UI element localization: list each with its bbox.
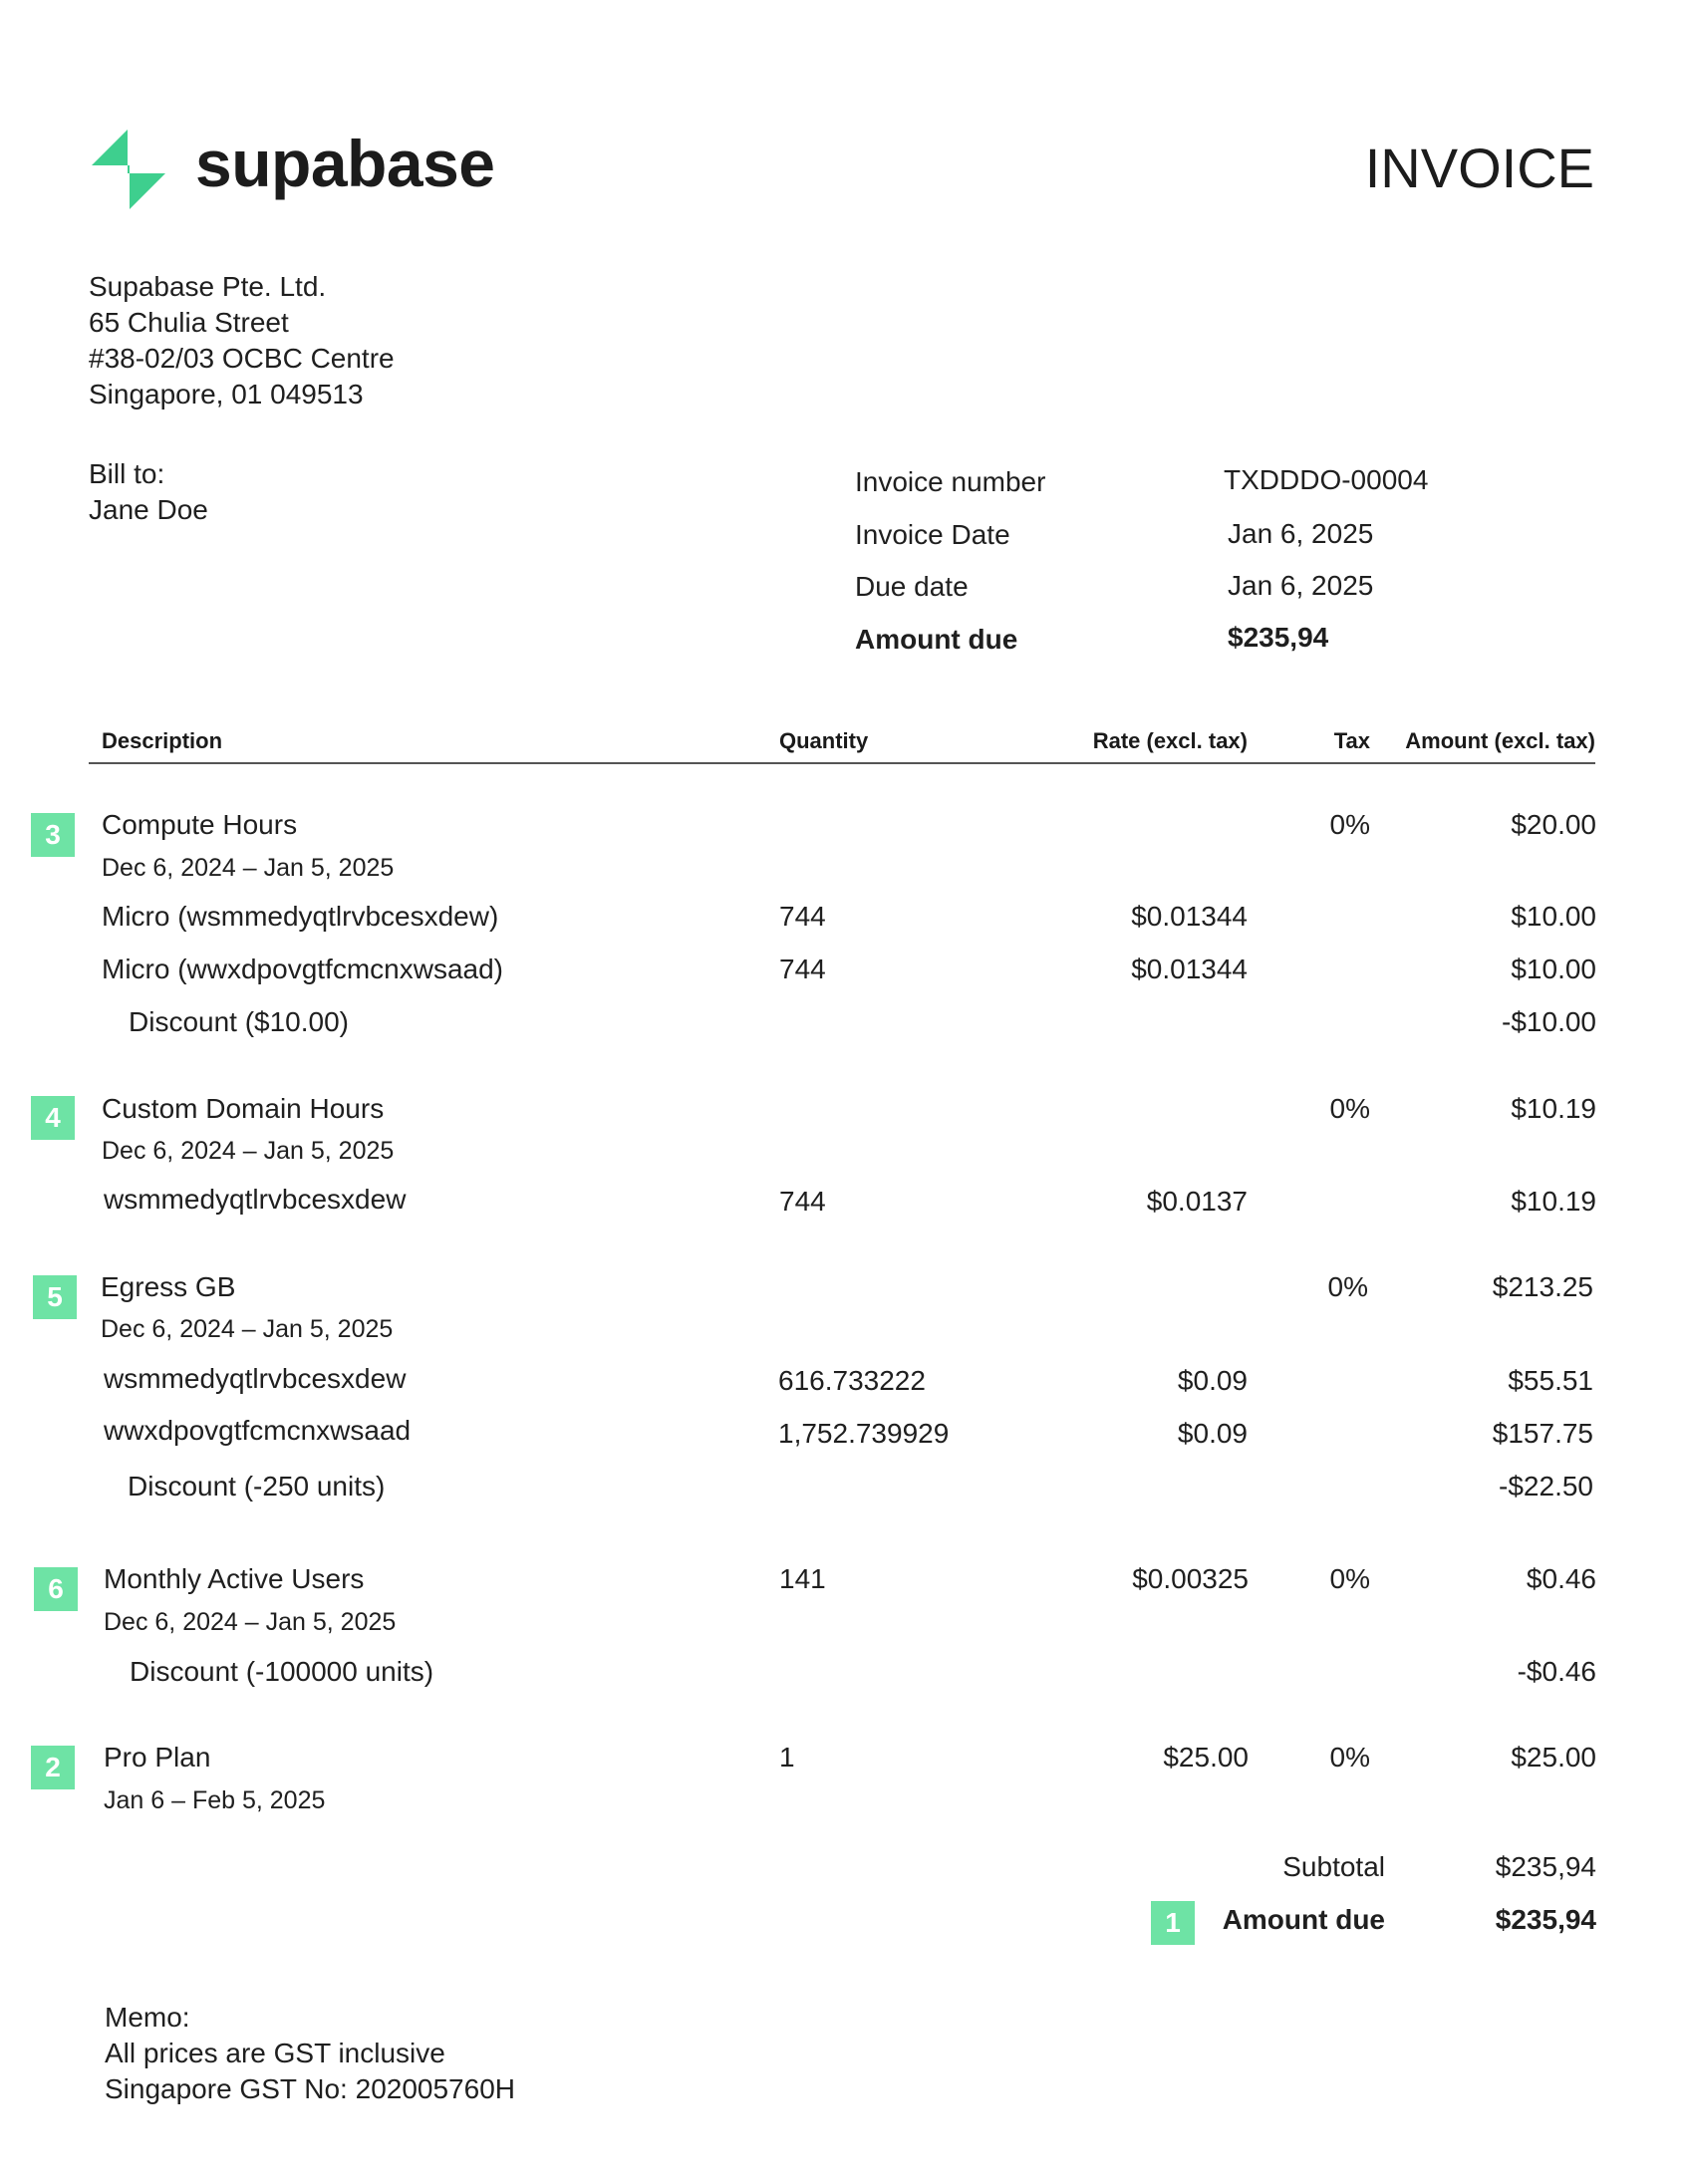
item-amount: $20.00 xyxy=(1511,809,1596,840)
item-amount: $10.19 xyxy=(1511,1093,1596,1124)
header-description: Description xyxy=(102,728,223,753)
sub-line-amount: $10.00 xyxy=(1511,901,1596,932)
sub-line-amount: $157.75 xyxy=(1492,1418,1593,1449)
sub-line-rate: $0.0137 xyxy=(1146,1186,1248,1217)
sub-line-rate: $0.09 xyxy=(1177,1365,1248,1396)
item-title: Compute Hours xyxy=(102,809,298,840)
header-amount: Amount (excl. tax) xyxy=(1405,728,1595,753)
item-rate: $25.00 xyxy=(1163,1742,1249,1773)
sub-line-desc: wsmmedyqtlrvbcesxdew xyxy=(104,1363,407,1394)
sub-line-qty: 744 xyxy=(779,954,826,984)
invoice-date: Jan 6, 2025 xyxy=(1228,518,1374,549)
company-street: 65 Chulia Street xyxy=(89,307,289,338)
memo-label: Memo: xyxy=(105,2002,190,2033)
discount-desc: Discount ($10.00) xyxy=(129,1006,350,1037)
item-title: Pro Plan xyxy=(104,1742,211,1773)
item-period: Dec 6, 2024 – Jan 5, 2025 xyxy=(102,1137,395,1165)
bill-to-name: Jane Doe xyxy=(89,494,208,525)
sub-line-qty: 616.733222 xyxy=(778,1365,926,1396)
item-badge: 4 xyxy=(31,1096,75,1140)
header-rate: Rate (excl. tax) xyxy=(1092,728,1248,753)
item-tax: 0% xyxy=(1329,1742,1370,1773)
item-period: Dec 6, 2024 – Jan 5, 2025 xyxy=(102,854,395,882)
item-badge: 6 xyxy=(34,1567,78,1611)
sub-line-rate: $0.09 xyxy=(1177,1418,1248,1449)
logo xyxy=(88,128,169,211)
total-amount-due-label: Amount due xyxy=(1222,1904,1385,1935)
invoice-number: TXDDDO-00004 xyxy=(1224,464,1429,495)
discount-desc: Discount (-100000 units) xyxy=(130,1656,434,1687)
sub-line-desc: Micro (wwxdpovgtfcmcnxwsaad) xyxy=(102,954,503,984)
bill-to-label: Bill to: xyxy=(89,458,165,489)
due-date-label: Due date xyxy=(855,571,969,602)
sub-line-desc: Micro (wsmmedyqtlrvbcesxdew) xyxy=(102,901,499,932)
item-period: Dec 6, 2024 – Jan 5, 2025 xyxy=(101,1315,394,1343)
item-title: Egress GB xyxy=(101,1271,236,1302)
sub-line-qty: 744 xyxy=(779,1186,826,1217)
header-tax: Tax xyxy=(1333,728,1370,753)
due-date: Jan 6, 2025 xyxy=(1228,570,1374,601)
supabase-bolt-icon xyxy=(88,128,169,211)
sub-line-qty: 744 xyxy=(779,901,826,932)
item-title: Monthly Active Users xyxy=(104,1563,365,1594)
item-amount: $25.00 xyxy=(1511,1742,1596,1773)
item-badge: 3 xyxy=(31,813,75,857)
brand-name: supabase xyxy=(195,127,495,200)
company-city: Singapore, 01 049513 xyxy=(89,379,364,410)
total-badge: 1 xyxy=(1151,1901,1195,1945)
item-tax: 0% xyxy=(1329,1093,1370,1124)
discount-amount: -$0.46 xyxy=(1517,1656,1596,1687)
item-period: Dec 6, 2024 – Jan 5, 2025 xyxy=(104,1608,397,1636)
item-amount: $0.46 xyxy=(1526,1563,1596,1594)
item-tax: 0% xyxy=(1327,1271,1368,1302)
sub-line-rate: $0.01344 xyxy=(1131,954,1248,984)
header-quantity: Quantity xyxy=(779,728,869,753)
sub-line-amount: $10.00 xyxy=(1511,954,1596,984)
amount-due-label: Amount due xyxy=(855,624,1018,655)
sub-line-rate: $0.01344 xyxy=(1131,901,1248,932)
header-divider xyxy=(89,762,1595,764)
item-period: Jan 6 – Feb 5, 2025 xyxy=(104,1786,326,1814)
memo-line: Singapore GST No: 202005760H xyxy=(105,2073,515,2104)
item-tax: 0% xyxy=(1329,1563,1370,1594)
item-badge: 2 xyxy=(31,1746,75,1789)
subtotal-label: Subtotal xyxy=(1282,1851,1385,1882)
memo-line: All prices are GST inclusive xyxy=(105,2038,445,2068)
item-rate: $0.00325 xyxy=(1132,1563,1249,1594)
item-qty: 1 xyxy=(779,1742,795,1773)
item-badge: 5 xyxy=(33,1275,77,1319)
item-tax: 0% xyxy=(1329,809,1370,840)
discount-amount: -$22.50 xyxy=(1499,1471,1593,1502)
sub-line-amount: $10.19 xyxy=(1511,1186,1596,1217)
document-title: INVOICE xyxy=(1364,136,1594,199)
company-building: #38-02/03 OCBC Centre xyxy=(89,343,395,374)
sub-line-desc: wsmmedyqtlrvbcesxdew xyxy=(104,1184,407,1215)
sub-line-qty: 1,752.739929 xyxy=(778,1418,950,1449)
total-amount-due-value: $235,94 xyxy=(1495,1904,1596,1935)
discount-amount: -$10.00 xyxy=(1502,1006,1596,1037)
amount-due-value: $235,94 xyxy=(1228,622,1329,653)
company-name: Supabase Pte. Ltd. xyxy=(89,271,327,302)
subtotal-value: $235,94 xyxy=(1495,1851,1596,1882)
item-amount: $213.25 xyxy=(1492,1271,1593,1302)
discount-desc: Discount (-250 units) xyxy=(128,1471,386,1502)
invoice-number-label: Invoice number xyxy=(855,466,1046,497)
invoice-date-label: Invoice Date xyxy=(855,519,1010,550)
item-title: Custom Domain Hours xyxy=(102,1093,385,1124)
item-qty: 141 xyxy=(779,1563,826,1594)
sub-line-desc: wwxdpovgtfcmcnxwsaad xyxy=(104,1415,412,1446)
sub-line-amount: $55.51 xyxy=(1508,1365,1593,1396)
